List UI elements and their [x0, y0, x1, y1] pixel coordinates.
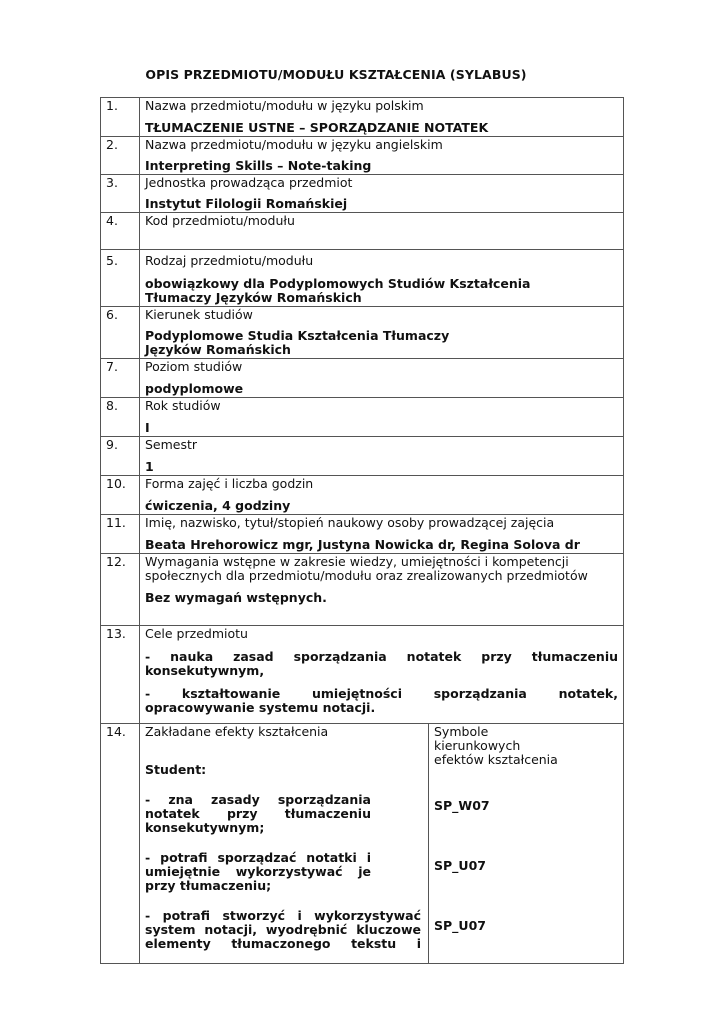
goals-content: [140, 626, 624, 724]
row-value: TŁUMACZENIE USTNE – SPORZĄDZANIE NOTATEK: [145, 120, 489, 135]
table-row: [101, 250, 624, 307]
goal-item: - kształtowanie umiejętności sporządzania notatek, opracowywanie systemu notacji.: [145, 686, 618, 715]
table-row: [101, 398, 624, 437]
effect-item: - zna zasady sporządzania notatek przy tłumaczeniu konsekutywnym;: [145, 792, 371, 835]
row-content: [140, 98, 624, 137]
row-number: 3.: [101, 175, 140, 213]
row-content: [140, 307, 624, 359]
row-number: 2.: [101, 137, 140, 175]
table-row: [101, 515, 624, 554]
row-number: 7.: [101, 359, 140, 398]
row-label: Poziom studiów: [145, 359, 243, 374]
goal-item: - nauka zasad sporządzania notatek przy tłumaczeniu konsekutywnym,: [145, 649, 618, 678]
row-number: 14.: [101, 724, 140, 964]
table-row: [101, 437, 624, 476]
row-value: Instytut Filologii Romańskiej: [145, 196, 348, 211]
row-label: Jednostka prowadząca przedmiot: [145, 175, 353, 190]
row-value: Interpreting Skills – Note-taking: [145, 158, 372, 173]
document-title: OPIS PRZEDMIOTU/MODUŁU KSZTAŁCENIA (SYLABUS): [145, 67, 527, 82]
effect-item: - potrafi stworzyć i wykorzystywać system notacji, wyodrębnić kluczowe elementy tłumaczonego tekstu i: [145, 908, 421, 951]
row-label: Kierunek studiów: [145, 307, 253, 322]
symbol-item: SP_U07: [434, 918, 486, 933]
table-row: [101, 724, 624, 964]
row-value: Beata Hrehorowicz mgr, Justyna Nowicka dr, Regina Solova dr: [145, 537, 580, 552]
row-label: Rok studiów: [145, 398, 221, 413]
row-value: podyplomowe: [145, 381, 244, 396]
table-row: [101, 626, 624, 724]
row-label: Semestr: [145, 437, 198, 452]
student-label: Student:: [145, 762, 207, 777]
row-number: 4.: [101, 213, 140, 250]
row-number: 8.: [101, 398, 140, 437]
syllabus-table: [100, 97, 624, 964]
effect-item: - potrafi sporządzać notatki i umiejętnie wykorzystywać je przy tłumaczeniu;: [145, 850, 371, 893]
row-label: Nazwa przedmiotu/modułu w języku angielskim: [145, 137, 443, 152]
row-value: obowiązkowy dla Podyplomowych Studiów Kształcenia Tłumaczy Języków Romańskich: [145, 276, 531, 305]
row-label: Rodzaj przedmiotu/modułu: [145, 253, 314, 268]
row-value: ćwiczenia, 4 godziny: [145, 498, 291, 513]
symbols-cell: [429, 724, 624, 964]
table-row: [101, 175, 624, 213]
table-row: [101, 213, 624, 250]
row-number: 9.: [101, 437, 140, 476]
row-value: I: [145, 420, 150, 435]
row-label: Forma zajęć i liczba godzin: [145, 476, 314, 491]
row-content: [140, 175, 624, 213]
table-row: [101, 137, 624, 175]
row-number: 12.: [101, 554, 140, 626]
table-row: [101, 554, 624, 626]
row-label: Nazwa przedmiotu/modułu w języku polskim: [145, 98, 424, 113]
table-row: [101, 307, 624, 359]
row-content: [140, 398, 624, 437]
row-content: [140, 250, 624, 307]
table-row: [101, 98, 624, 137]
row-content: [140, 515, 624, 554]
row-content: [140, 137, 624, 175]
effects-cell: [140, 724, 429, 964]
row-number: 13.: [101, 626, 140, 724]
row-content: [140, 213, 624, 250]
row-label: Wymagania wstępne w zakresie wiedzy, umiejętności i kompetencji społecznych dla przedmiotu/modułu oraz zrealizowanych przedmiotów: [145, 554, 588, 583]
row-label: Imię, nazwisko, tytuł/stopień naukowy osoby prowadzącej zajęcia: [145, 515, 555, 530]
table-row: [101, 359, 624, 398]
symbol-item: SP_W07: [434, 798, 490, 813]
effects-label: Zakładane efekty kształcenia: [145, 724, 329, 739]
row-content: [140, 554, 624, 626]
row-value: Bez wymagań wstępnych.: [145, 590, 327, 605]
table-row: [101, 476, 624, 515]
row-label: Cele przedmiotu: [145, 626, 248, 641]
row-number: 6.: [101, 307, 140, 359]
row-number: 10.: [101, 476, 140, 515]
symbols-header: Symbole kierunkowych efektów kształcenia: [434, 724, 558, 767]
row-number: 11.: [101, 515, 140, 554]
symbol-item: SP_U07: [434, 858, 486, 873]
row-content: [140, 359, 624, 398]
row-number: 1.: [101, 98, 140, 137]
row-value: 1: [145, 459, 154, 474]
row-value: Podyplomowe Studia Kształcenia Tłumaczy Języków Romańskich: [145, 328, 450, 357]
row-content: [140, 476, 624, 515]
row-label: Kod przedmiotu/modułu: [145, 213, 295, 228]
row-number: 5.: [101, 250, 140, 307]
row-content: [140, 437, 624, 476]
